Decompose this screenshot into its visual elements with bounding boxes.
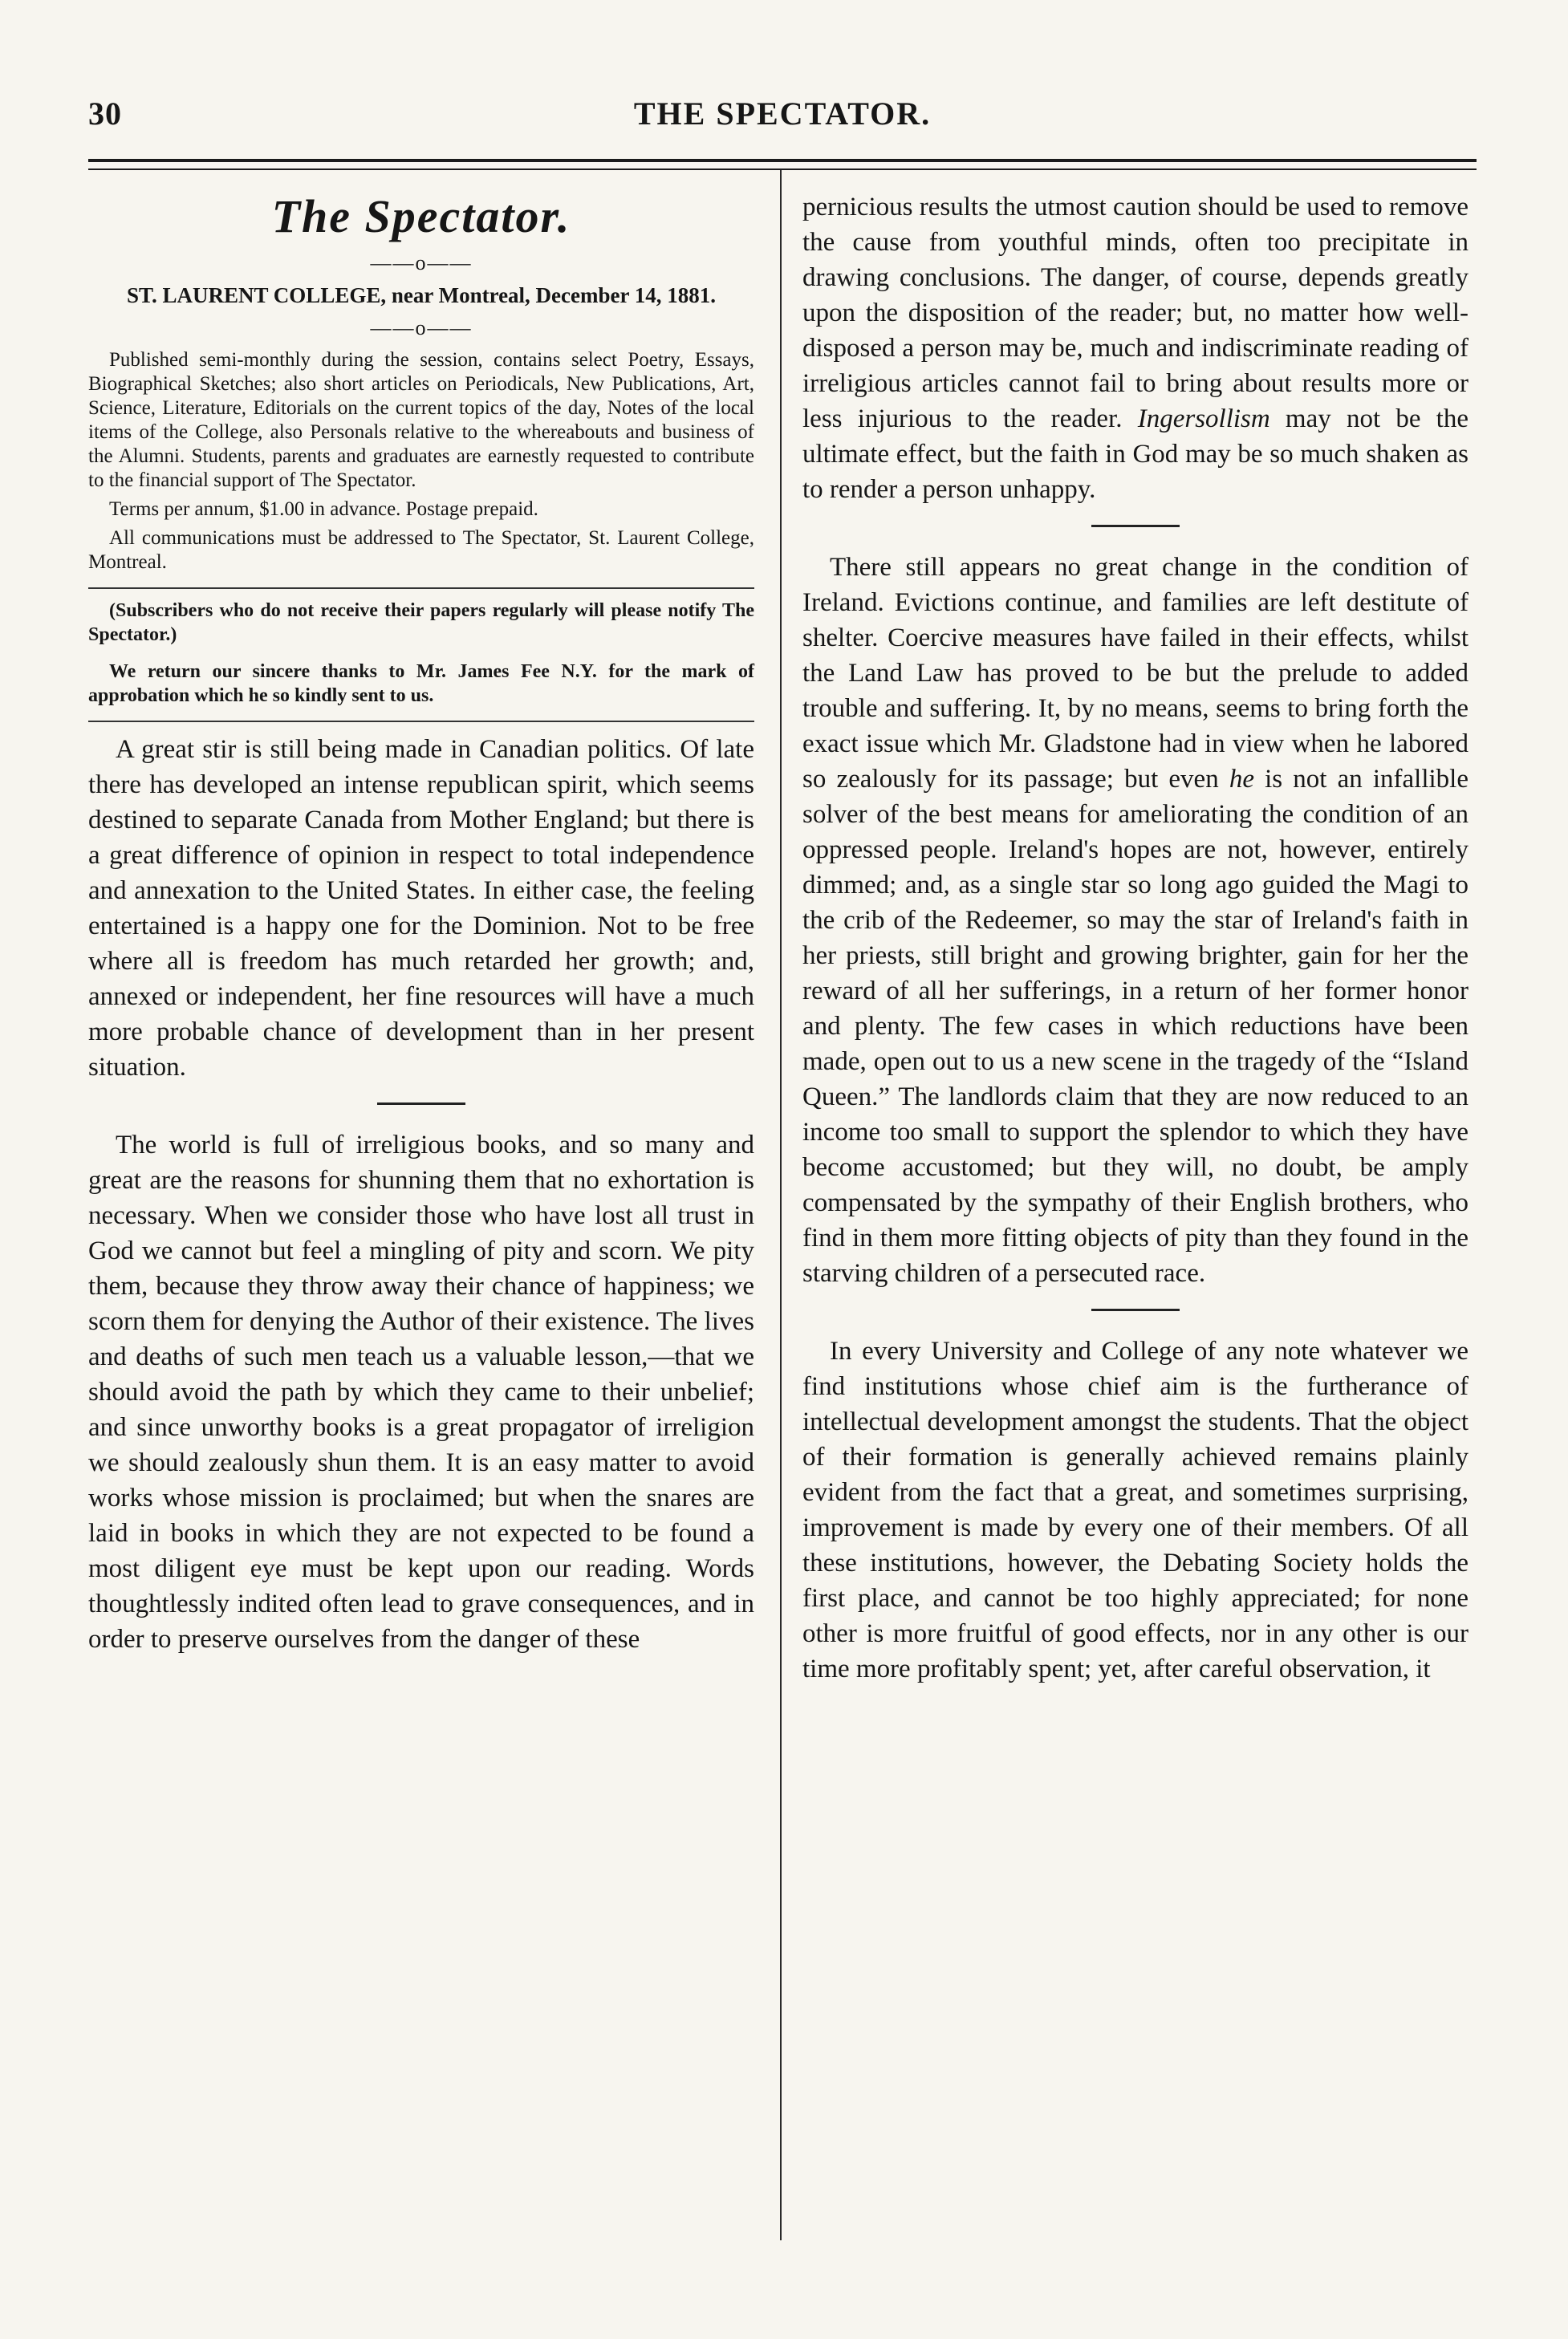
- text-run: pernicious results the utmost caution should be used to remove the cause from youthful minds, often too precipitate in drawing conclusions. The danger, of course, depends greatly upon the disposition of the reader; but, no matter how well-disposed a person may be, much and indiscriminate reading of irreligious articles cannot fail to bring about results more or less injurious to the reader.: [802, 193, 1468, 433]
- ornament: ——o——: [370, 251, 473, 274]
- thanks-note: We return our sincere thanks to Mr. James Fee N.Y. for the mark of approbation which he so kindly sent to us.: [88, 661, 754, 706]
- section-rule: [88, 721, 754, 722]
- emphasis-he: he: [1229, 765, 1254, 794]
- article-separator: [1091, 525, 1180, 527]
- subscribers-note: (Subscribers who do not receive their papers regularly will please notify The Spectator.): [88, 600, 754, 645]
- article-irreligious-books: The world is full of irreligious books, and so many and great are the reasons for shunning them that no exhortation is necessary. When we consider those who have lost all trust in God we cannot but feel a mingling of pity and scorn. We pity them, because they throw away their chance of happiness; we scorn them for denying the Author of their existence. The lives and deaths of such men teach us a valuable lesson,—that we should avoid the path by which they came to their unbelief; and since unworthy books is a great propagator of irreligion we should zealously shun them. It is an easy matter to avoid works whose mission is proclaimed; but when the snares are laid in books in which they are not expected to be found a most diligent eye must be kept upon our reading. Words thoughtlessly indited often lead to grave consequences, and in order to preserve ourselves from the danger of these: [88, 1131, 754, 1654]
- text-run: There still appears no great change in the condition of Ireland. Evictions continue, and families are left destitute of shelter. Coercive measures have failed in their effects, whilst the Land Law has proved to be but the prelude to added trouble and suffering. It, by no means, seems to bring forth the exact issue which Mr. Gladstone had in view when he labored so zealously for its passage; but even: [802, 553, 1468, 794]
- article-separator: [1091, 1309, 1180, 1311]
- article-canadian-politics: A great stir is still being made in Canadian politics. Of late there has developed an intense republican spirit, which seems destined to separate Canada from Mother England; but there is a great difference of opinion in respect to total independence and annexation to the United States. In either case, the feeling entertained is a happy one for the Dominion. Not to be free where all is freedom has much retarded her growth; and, annexed or independent, her fine resources will have a much more probable chance of development than in her present situation.: [88, 735, 754, 1082]
- terms-notice: Terms per annum, $1.00 in advance. Postage prepaid.: [109, 498, 538, 520]
- column-divider: [780, 170, 782, 2240]
- left-column: [88, 189, 754, 1665]
- text-run: may not be the ultimate effect, but the faith in God may be so much shaken as to render a person unhappy.: [802, 404, 1468, 504]
- running-title: THE SPECTATOR.: [633, 95, 932, 132]
- header-rule-thin: [88, 169, 1477, 170]
- article-separator: [377, 1102, 465, 1105]
- article-ireland: [802, 550, 1468, 1291]
- text-run: is not an infallible solver of the best means for ameliorating the condition of an oppressed people. Ireland's hopes are not, however, entirely dimmed; and, as a single star so long ago guided the Magi to the crib of the Redeemer, so may the star of Ireland's faith in her priests, still bright and growing brighter, gain for her the reward of all her sufferings, in a return of her former honor and plenty. The few cases in which reductions have been made, open out to us a new scene in the tragedy of the “Island Queen.” The landlords claim that they are now reduced to an income too small to support the splendor to which they have become accustomed; but they will, no doubt, be amply compensated by the sympathy of their English brothers, who find in them more fitting objects of pity than they found in the starving children of a persecuted race.: [802, 765, 1468, 1288]
- page-number: 30: [88, 95, 122, 132]
- section-rule: [88, 587, 754, 589]
- header-rule: [88, 159, 1477, 162]
- ornament: ——o——: [370, 316, 473, 339]
- communications-notice: All communications must be addressed to The Spectator, St. Laurent College, Montreal.: [88, 527, 754, 573]
- right-column: [802, 189, 1468, 1695]
- article-irreligious-books-continued: [802, 189, 1468, 507]
- masthead-title: The Spectator.: [271, 190, 571, 242]
- publication-notice: Published semi-monthly during the session, contains select Poetry, Essays, Biographical Sketches; also short articles on Periodicals, New Publications, Art, Science, Literature, Editorials on the current topics of the day, Notes of the local items of the College, also Personals relative to the whereabouts and business of the Alumni. Students, parents and graduates are earnestly requested to contribute to the financial support of The Spectator.: [88, 349, 754, 491]
- emphasis-ingersollism: Ingersollism: [1137, 404, 1270, 433]
- dateline: ST. LAURENT COLLEGE, near Montreal, December 14, 1881.: [127, 283, 716, 307]
- article-debating-society: In every University and College of any note whatever we find institutions whose chief aim is the furtherance of intellectual development amongst the students. That the object of their formation is generally achieved remains plainly evident from the fact that a great, and sometimes surprising, improvement is made by every one of their members. Of all these institutions, however, the Debating Society holds the first place, and cannot be too highly appreciated; for none other is more fruitful of good effects, nor in any other is our time more profitably spent; yet, after careful observation, it: [802, 1337, 1468, 1683]
- running-head: [88, 95, 1477, 143]
